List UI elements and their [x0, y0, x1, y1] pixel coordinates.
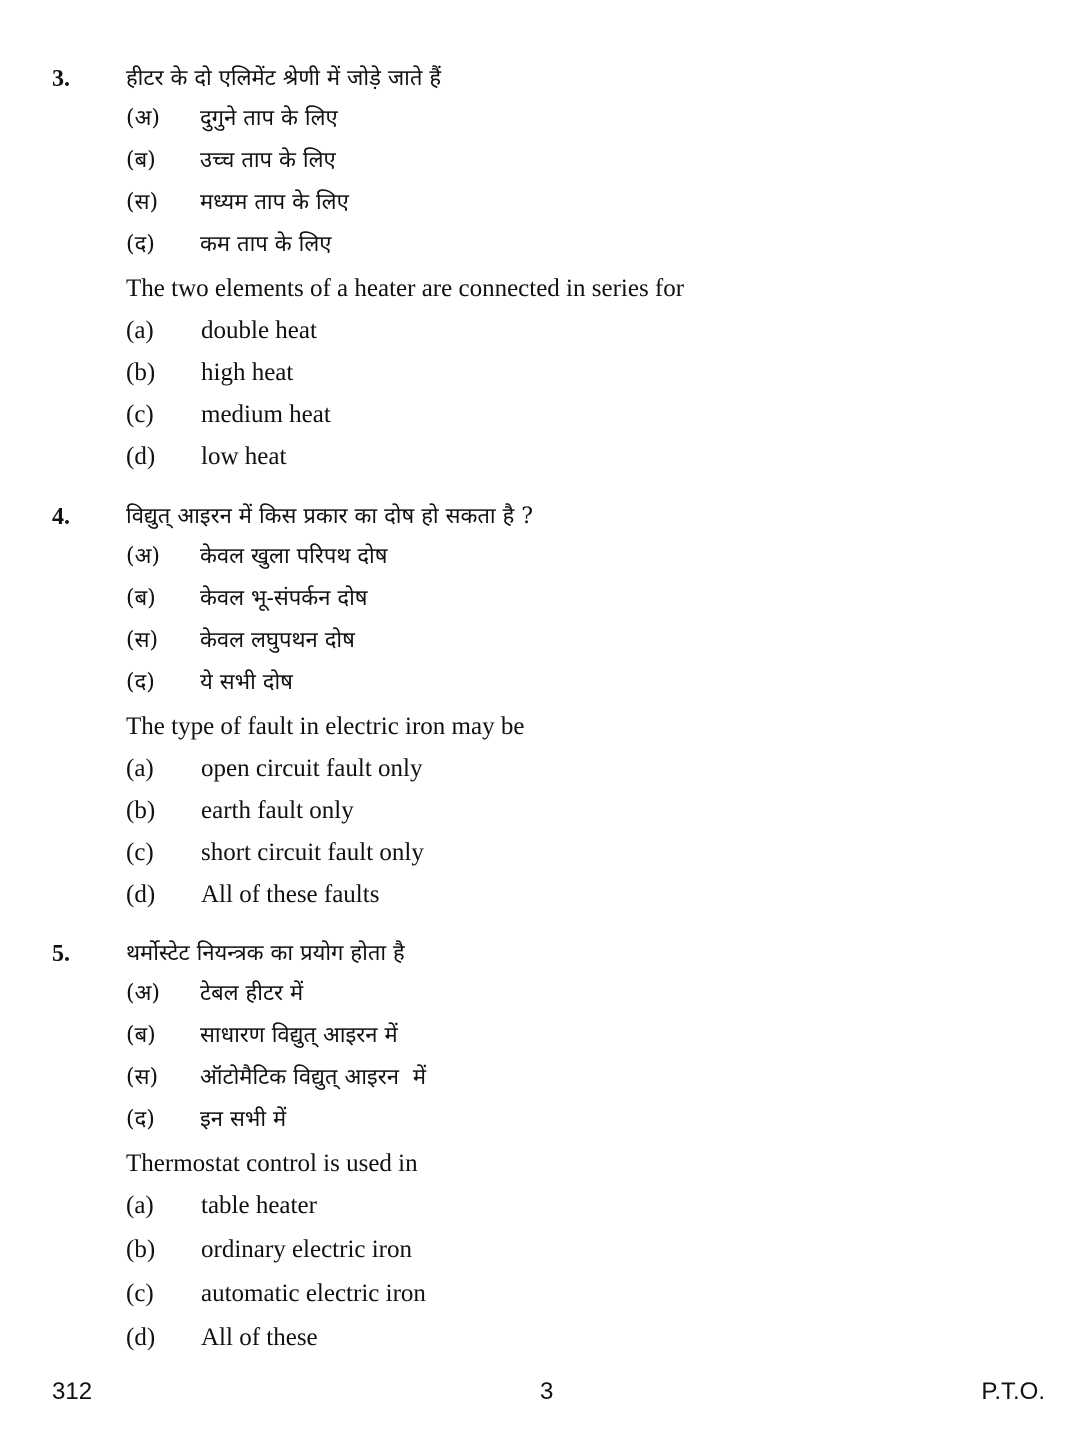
option-text: ऑटोमैटिक विद्युत् आइरन में	[200, 1065, 427, 1090]
option-text: केवल खुला परिपथ दोष	[200, 544, 388, 569]
options-english	[126, 752, 424, 920]
question-number: 4.	[52, 504, 70, 530]
option-english	[126, 1233, 426, 1277]
option-hindi	[126, 184, 349, 226]
option-text: ordinary electric iron	[201, 1236, 413, 1263]
question-number: 5.	[52, 941, 70, 967]
options-english	[126, 314, 331, 482]
option-text: केवल लघुपथन दोष	[200, 628, 355, 653]
option-text: All of these faults	[201, 881, 380, 908]
option-label: (द)	[126, 670, 155, 695]
option-english	[126, 1277, 426, 1321]
option-label: (a)	[126, 1192, 154, 1219]
option-hindi	[126, 142, 349, 184]
option-text: medium heat	[201, 401, 331, 428]
options-hindi	[126, 975, 426, 1143]
option-english	[126, 836, 424, 878]
options-english	[126, 1189, 426, 1365]
option-label: (d)	[126, 881, 156, 908]
option-text: high heat	[201, 359, 294, 386]
page-footer	[0, 1378, 1091, 1418]
option-label: (ब)	[126, 1023, 156, 1048]
option-english	[126, 356, 331, 398]
option-hindi	[126, 975, 426, 1017]
option-text: open circuit fault only	[201, 755, 423, 782]
option-text: ये सभी दोष	[200, 670, 293, 695]
option-hindi	[126, 1017, 426, 1059]
option-label: (अ)	[126, 981, 160, 1006]
option-label: (स)	[126, 1065, 159, 1090]
option-label: (अ)	[126, 544, 160, 569]
question-stem-english: Thermostat control is used in	[126, 1150, 418, 1177]
option-text: इन सभी में	[200, 1107, 287, 1132]
option-text: table heater	[201, 1192, 317, 1219]
option-text: double heat	[201, 317, 317, 344]
option-english	[126, 1321, 426, 1365]
option-english	[126, 752, 424, 794]
option-english	[126, 440, 331, 482]
option-text: केवल भू-संपर्कन दोष	[200, 586, 368, 611]
option-text: All of these	[201, 1324, 318, 1351]
option-text: टेबल हीटर में	[200, 981, 304, 1006]
option-label: (c)	[126, 839, 154, 866]
option-hindi	[126, 1059, 426, 1101]
page-number: 3	[540, 1378, 554, 1405]
paper-code: 312	[52, 1378, 93, 1405]
option-text: मध्यम ताप के लिए	[200, 190, 349, 215]
option-hindi	[126, 622, 387, 664]
option-text: automatic electric iron	[201, 1280, 426, 1307]
option-text: earth fault only	[201, 797, 354, 824]
option-text: साधारण विद्युत् आइरन में	[200, 1023, 398, 1048]
question-stem-hindi: विद्युत् आइरन में किस प्रकार का दोष हो सकता है ?	[126, 504, 534, 529]
options-hindi	[126, 538, 387, 706]
option-hindi	[126, 1101, 426, 1143]
option-label: (द)	[126, 232, 155, 257]
option-text: कम ताप के लिए	[200, 232, 332, 257]
option-label: (c)	[126, 1280, 154, 1307]
option-english	[126, 794, 424, 836]
option-label: (द)	[126, 1107, 155, 1132]
option-label: (b)	[126, 1236, 156, 1263]
question-stem-hindi: थर्मोस्टेट नियन्त्रक का प्रयोग होता है	[126, 941, 405, 966]
option-label: (d)	[126, 1324, 156, 1351]
option-text: low heat	[201, 443, 287, 470]
option-hindi	[126, 580, 387, 622]
option-english	[126, 314, 331, 356]
option-label: (a)	[126, 755, 154, 782]
question-stem-english: The type of fault in electric iron may be	[126, 713, 525, 740]
option-english	[126, 878, 424, 920]
question-number: 3.	[52, 66, 70, 92]
please-turn-over: P.T.O.	[981, 1378, 1045, 1405]
option-text: short circuit fault only	[201, 839, 424, 866]
option-text: दुगुने ताप के लिए	[200, 106, 338, 131]
option-hindi	[126, 100, 349, 142]
option-label: (b)	[126, 359, 156, 386]
option-label: (अ)	[126, 106, 160, 131]
option-label: (c)	[126, 401, 154, 428]
option-label: (स)	[126, 190, 159, 215]
option-text: उच्च ताप के लिए	[200, 148, 336, 173]
option-label: (b)	[126, 797, 156, 824]
option-hindi	[126, 538, 387, 580]
option-english	[126, 1189, 426, 1233]
option-label: (d)	[126, 443, 156, 470]
option-label: (ब)	[126, 148, 156, 173]
option-label: (स)	[126, 628, 159, 653]
option-label: (a)	[126, 317, 154, 344]
option-label: (ब)	[126, 586, 156, 611]
question-stem-english: The two elements of a heater are connected in series for	[126, 275, 685, 302]
options-hindi	[126, 100, 349, 268]
option-hindi	[126, 226, 349, 268]
option-english	[126, 398, 331, 440]
option-hindi	[126, 664, 387, 706]
question-stem-hindi: हीटर के दो एलिमेंट श्रेणी में जोड़े जाते हैं	[126, 66, 442, 91]
